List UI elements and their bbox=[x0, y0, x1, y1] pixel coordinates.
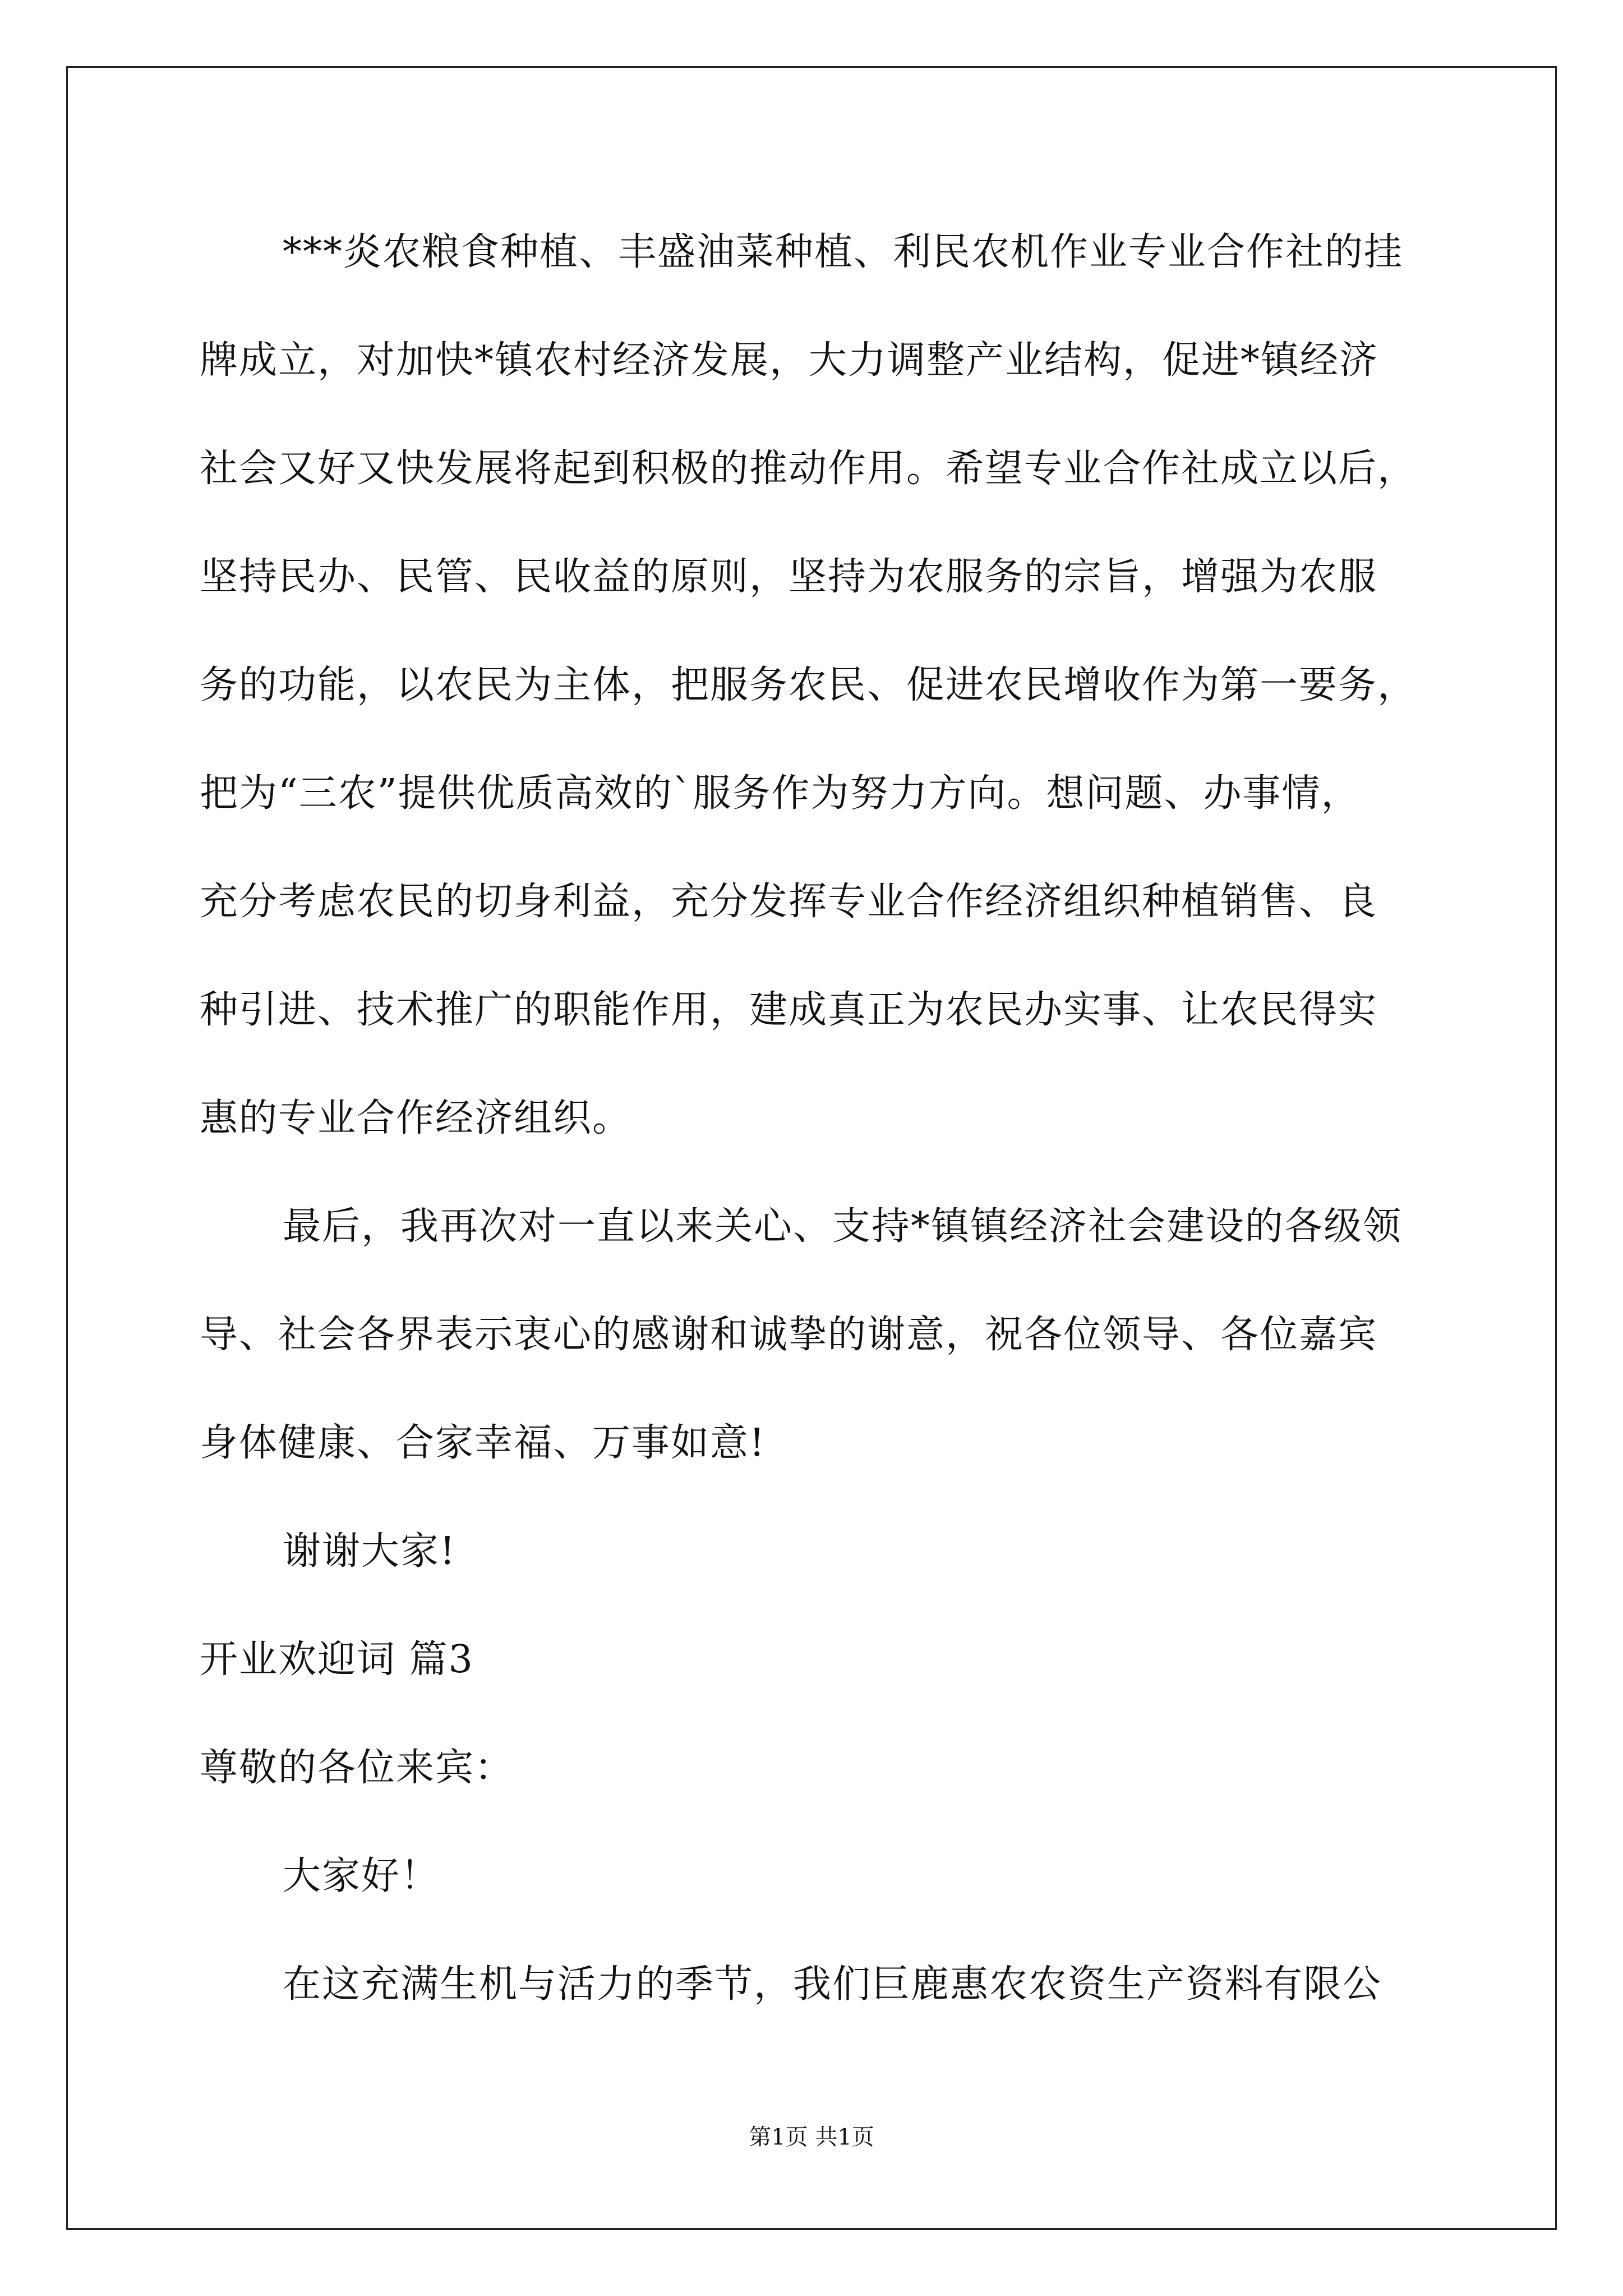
paragraph-line: 导、社会各界表示衷心的感谢和诚挚的谢意，祝各位领导、各位嘉宾 bbox=[200, 1313, 1378, 1357]
salutation: 尊敬的各位来宾： bbox=[200, 1746, 514, 1790]
paragraph-line: ***炎农粮食种植、丰盛油菜种植、利民农机作业专业合作社的挂 bbox=[283, 230, 1404, 274]
paragraph-line: 身体健康、合家幸福、万事如意! bbox=[200, 1421, 766, 1465]
paragraph-line: 务的功能，以农民为主体，把服务农民、促进农民增收作为第一要务， bbox=[200, 663, 1417, 707]
paragraph-line: 把为“三农”提供优质高效的`服务作为努力方向。想问题、办事情， bbox=[200, 771, 1361, 816]
paragraph-line: 惠的专业合作经济组织。 bbox=[200, 1096, 632, 1140]
paragraph-line: 最后，我再次对一直以来关心、支持*镇镇经济社会建设的各级领 bbox=[283, 1204, 1403, 1249]
paragraph-line: 坚持民办、民管、民收益的原则，坚持为农服务的宗旨，增强为农服 bbox=[200, 555, 1378, 599]
paragraph-line: 牌成立，对加快*镇农村经济发展，大力调整产业结构，促进*镇经济 bbox=[200, 338, 1379, 383]
paragraph-line: 在这充满生机与活力的季节，我们巨鹿惠农农资生产资料有限公 bbox=[283, 1962, 1382, 2007]
closing-thanks: 谢谢大家! bbox=[283, 1529, 457, 1573]
paragraph-line: 充分考虑农民的切身利益，充分发挥专业合作经济组织种植销售、良 bbox=[200, 880, 1378, 924]
paragraph-line: 种引进、技术推广的职能作用，建成真正为农民办实事、让农民得实 bbox=[200, 988, 1378, 1032]
paragraph-line: 社会又好又快发展将起到积极的推动作用。希望专业合作社成立以后， bbox=[200, 447, 1417, 491]
page-border bbox=[66, 66, 1557, 2230]
page-footer: 第1页 共1页 bbox=[749, 2124, 874, 2150]
greeting: 大家好！ bbox=[283, 1854, 440, 1898]
section-heading: 开业欢迎词 篇3 bbox=[200, 1637, 474, 1682]
